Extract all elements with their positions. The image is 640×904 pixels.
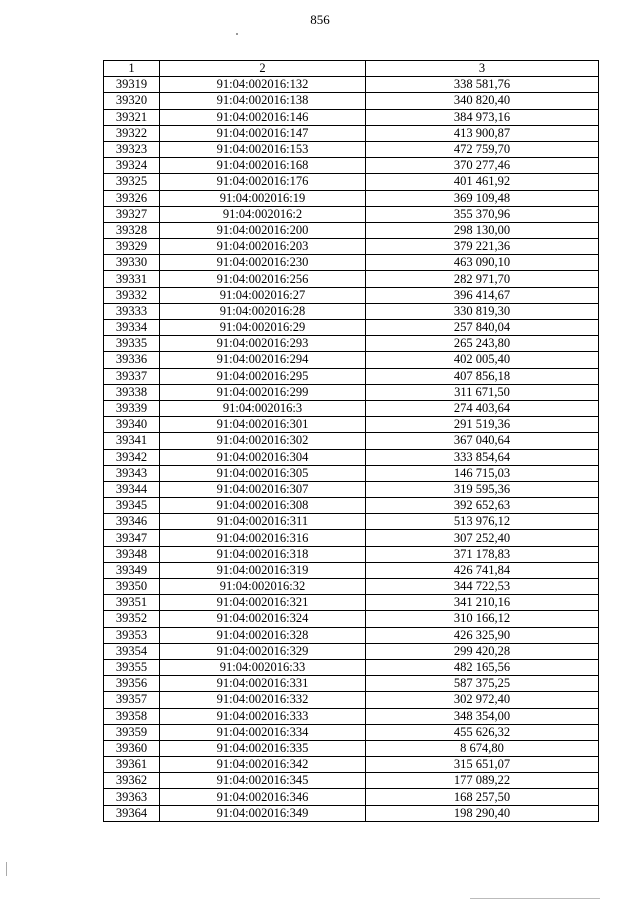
- table-row: [104, 336, 599, 352]
- cadastral-number-cell: 91:04:002016:333: [160, 708, 366, 724]
- header-cell-col-2: 2: [160, 61, 366, 77]
- value-cell: 282 971,70: [366, 271, 599, 287]
- row-number-cell: 39355: [104, 659, 160, 675]
- row-number-cell: 39337: [104, 368, 160, 384]
- table-row: [104, 417, 599, 433]
- row-number-cell: 39331: [104, 271, 160, 287]
- row-number-cell: 39359: [104, 724, 160, 740]
- cadastral-number-cell: 91:04:002016:293: [160, 336, 366, 352]
- value-cell: 177 089,22: [366, 773, 599, 789]
- value-cell: 298 130,00: [366, 222, 599, 238]
- table-row: [104, 546, 599, 562]
- row-number-cell: 39357: [104, 692, 160, 708]
- value-cell: 379 221,36: [366, 239, 599, 255]
- cadastral-number-cell: 91:04:002016:328: [160, 627, 366, 643]
- row-number-cell: 39344: [104, 481, 160, 497]
- cadastral-number-cell: 91:04:002016:311: [160, 514, 366, 530]
- table-row: [104, 627, 599, 643]
- value-cell: 402 005,40: [366, 352, 599, 368]
- row-number-cell: 39354: [104, 643, 160, 659]
- row-number-cell: 39352: [104, 611, 160, 627]
- value-cell: 371 178,83: [366, 546, 599, 562]
- value-cell: 330 819,30: [366, 303, 599, 319]
- row-number-cell: 39347: [104, 530, 160, 546]
- cadastral-number-cell: 91:04:002016:132: [160, 77, 366, 93]
- row-number-cell: 39363: [104, 789, 160, 805]
- cadastral-number-cell: 91:04:002016:346: [160, 789, 366, 805]
- cadastral-number-cell: 91:04:002016:299: [160, 384, 366, 400]
- table-row: [104, 320, 599, 336]
- page-number: 856: [310, 12, 330, 27]
- row-number-cell: 39319: [104, 77, 160, 93]
- cadastral-number-cell: 91:04:002016:308: [160, 498, 366, 514]
- header-cell-col-3: 3: [366, 61, 599, 77]
- value-cell: 333 854,64: [366, 449, 599, 465]
- table-row: [104, 789, 599, 805]
- table-row: [104, 676, 599, 692]
- registry-table: [103, 60, 599, 822]
- value-cell: 407 856,18: [366, 368, 599, 384]
- table-row: [104, 659, 599, 675]
- cadastral-number-cell: 91:04:002016:33: [160, 659, 366, 675]
- cadastral-number-cell: 91:04:002016:176: [160, 174, 366, 190]
- table-row: [104, 158, 599, 174]
- table-row: [104, 239, 599, 255]
- cadastral-number-cell: 91:04:002016:153: [160, 141, 366, 157]
- table-row: [104, 77, 599, 93]
- value-cell: 257 840,04: [366, 320, 599, 336]
- scan-margin-mark: [6, 862, 7, 876]
- table-row: [104, 692, 599, 708]
- scan-speck: [236, 33, 238, 35]
- header-row: [104, 61, 599, 77]
- row-number-cell: 39330: [104, 255, 160, 271]
- value-cell: 355 370,96: [366, 206, 599, 222]
- row-number-cell: 39329: [104, 239, 160, 255]
- cadastral-number-cell: 91:04:002016:3: [160, 400, 366, 416]
- table-row: [104, 562, 599, 578]
- table-body: [104, 77, 599, 822]
- value-cell: 472 759,70: [366, 141, 599, 157]
- row-number-cell: 39345: [104, 498, 160, 514]
- table-row: [104, 465, 599, 481]
- table-row: [104, 400, 599, 416]
- row-number-cell: 39326: [104, 190, 160, 206]
- row-number-cell: 39332: [104, 287, 160, 303]
- value-cell: 392 652,63: [366, 498, 599, 514]
- value-cell: 367 040,64: [366, 433, 599, 449]
- table-row: [104, 368, 599, 384]
- row-number-cell: 39320: [104, 93, 160, 109]
- table-row: [104, 481, 599, 497]
- row-number-cell: 39351: [104, 595, 160, 611]
- cadastral-number-cell: 91:04:002016:331: [160, 676, 366, 692]
- row-number-cell: 39364: [104, 805, 160, 821]
- table-row: [104, 287, 599, 303]
- cadastral-number-cell: 91:04:002016:304: [160, 449, 366, 465]
- row-number-cell: 39325: [104, 174, 160, 190]
- value-cell: 463 090,10: [366, 255, 599, 271]
- row-number-cell: 39333: [104, 303, 160, 319]
- cadastral-number-cell: 91:04:002016:345: [160, 773, 366, 789]
- row-number-cell: 39321: [104, 109, 160, 125]
- row-number-cell: 39328: [104, 222, 160, 238]
- value-cell: 370 277,46: [366, 158, 599, 174]
- value-cell: 369 109,48: [366, 190, 599, 206]
- row-number-cell: 39360: [104, 740, 160, 756]
- value-cell: 341 210,16: [366, 595, 599, 611]
- table-row: [104, 805, 599, 821]
- table-row: [104, 595, 599, 611]
- cadastral-number-cell: 91:04:002016:230: [160, 255, 366, 271]
- cadastral-number-cell: 91:04:002016:335: [160, 740, 366, 756]
- cadastral-number-cell: 91:04:002016:295: [160, 368, 366, 384]
- cadastral-number-cell: 91:04:002016:324: [160, 611, 366, 627]
- cadastral-number-cell: 91:04:002016:302: [160, 433, 366, 449]
- cadastral-number-cell: 91:04:002016:28: [160, 303, 366, 319]
- value-cell: 319 595,36: [366, 481, 599, 497]
- cadastral-number-cell: 91:04:002016:321: [160, 595, 366, 611]
- table-row: [104, 174, 599, 190]
- cadastral-number-cell: 91:04:002016:32: [160, 579, 366, 595]
- row-number-cell: 39361: [104, 757, 160, 773]
- row-number-cell: 39327: [104, 206, 160, 222]
- value-cell: 338 581,76: [366, 77, 599, 93]
- table-row: [104, 449, 599, 465]
- cadastral-number-cell: 91:04:002016:318: [160, 546, 366, 562]
- cadastral-number-cell: 91:04:002016:256: [160, 271, 366, 287]
- header-cell-col-1: 1: [104, 61, 160, 77]
- row-number-cell: 39339: [104, 400, 160, 416]
- cadastral-number-cell: 91:04:002016:316: [160, 530, 366, 546]
- value-cell: 146 715,03: [366, 465, 599, 481]
- value-cell: 291 519,36: [366, 417, 599, 433]
- row-number-cell: 39353: [104, 627, 160, 643]
- cadastral-number-cell: 91:04:002016:27: [160, 287, 366, 303]
- value-cell: 302 972,40: [366, 692, 599, 708]
- cadastral-number-cell: 91:04:002016:319: [160, 562, 366, 578]
- table-row: [104, 708, 599, 724]
- value-cell: 315 651,07: [366, 757, 599, 773]
- value-cell: 513 976,12: [366, 514, 599, 530]
- cadastral-number-cell: 91:04:002016:147: [160, 125, 366, 141]
- table-row: [104, 255, 599, 271]
- row-number-cell: 39336: [104, 352, 160, 368]
- table-row: [104, 530, 599, 546]
- cadastral-number-cell: 91:04:002016:329: [160, 643, 366, 659]
- row-number-cell: 39341: [104, 433, 160, 449]
- value-cell: 482 165,56: [366, 659, 599, 675]
- table-row: [104, 206, 599, 222]
- value-cell: 455 626,32: [366, 724, 599, 740]
- value-cell: 340 820,40: [366, 93, 599, 109]
- row-number-cell: 39323: [104, 141, 160, 157]
- value-cell: 274 403,64: [366, 400, 599, 416]
- value-cell: 413 900,87: [366, 125, 599, 141]
- cadastral-number-cell: 91:04:002016:349: [160, 805, 366, 821]
- value-cell: 426 325,90: [366, 627, 599, 643]
- table-row: [104, 611, 599, 627]
- table-row: [104, 190, 599, 206]
- table-row: [104, 757, 599, 773]
- table-row: [104, 724, 599, 740]
- cadastral-number-cell: 91:04:002016:334: [160, 724, 366, 740]
- value-cell: 168 257,50: [366, 789, 599, 805]
- value-cell: 344 722,53: [366, 579, 599, 595]
- cadastral-number-cell: 91:04:002016:2: [160, 206, 366, 222]
- row-number-cell: 39342: [104, 449, 160, 465]
- table-row: [104, 303, 599, 319]
- cadastral-number-cell: 91:04:002016:301: [160, 417, 366, 433]
- row-number-cell: 39343: [104, 465, 160, 481]
- cadastral-number-cell: 91:04:002016:168: [160, 158, 366, 174]
- row-number-cell: 39335: [104, 336, 160, 352]
- row-number-cell: 39340: [104, 417, 160, 433]
- value-cell: 426 741,84: [366, 562, 599, 578]
- value-cell: 396 414,67: [366, 287, 599, 303]
- footer-rule: [470, 898, 600, 899]
- table-row: [104, 514, 599, 530]
- table-row: [104, 352, 599, 368]
- row-number-cell: 39349: [104, 562, 160, 578]
- cadastral-number-cell: 91:04:002016:307: [160, 481, 366, 497]
- value-cell: 310 166,12: [366, 611, 599, 627]
- row-number-cell: 39350: [104, 579, 160, 595]
- cadastral-number-cell: 91:04:002016:138: [160, 93, 366, 109]
- table-row: [104, 93, 599, 109]
- row-number-cell: 39334: [104, 320, 160, 336]
- row-number-cell: 39356: [104, 676, 160, 692]
- table-row: [104, 271, 599, 287]
- cadastral-number-cell: 91:04:002016:332: [160, 692, 366, 708]
- row-number-cell: 39338: [104, 384, 160, 400]
- cadastral-number-cell: 91:04:002016:342: [160, 757, 366, 773]
- table-row: [104, 109, 599, 125]
- table-row: [104, 222, 599, 238]
- value-cell: 198 290,40: [366, 805, 599, 821]
- table-row: [104, 643, 599, 659]
- table-row: [104, 773, 599, 789]
- value-cell: 587 375,25: [366, 676, 599, 692]
- table-row: [104, 384, 599, 400]
- cadastral-number-cell: 91:04:002016:29: [160, 320, 366, 336]
- cadastral-number-cell: 91:04:002016:294: [160, 352, 366, 368]
- row-number-cell: 39346: [104, 514, 160, 530]
- value-cell: 384 973,16: [366, 109, 599, 125]
- cadastral-number-cell: 91:04:002016:200: [160, 222, 366, 238]
- row-number-cell: 39348: [104, 546, 160, 562]
- row-number-cell: 39322: [104, 125, 160, 141]
- row-number-cell: 39362: [104, 773, 160, 789]
- value-cell: 348 354,00: [366, 708, 599, 724]
- cadastral-number-cell: 91:04:002016:146: [160, 109, 366, 125]
- cadastral-number-cell: 91:04:002016:203: [160, 239, 366, 255]
- cadastral-number-cell: 91:04:002016:19: [160, 190, 366, 206]
- value-cell: 299 420,28: [366, 643, 599, 659]
- table-row: [104, 125, 599, 141]
- value-cell: 8 674,80: [366, 740, 599, 756]
- value-cell: 265 243,80: [366, 336, 599, 352]
- table-row: [104, 579, 599, 595]
- row-number-cell: 39324: [104, 158, 160, 174]
- table-row: [104, 433, 599, 449]
- value-cell: 311 671,50: [366, 384, 599, 400]
- table-row: [104, 498, 599, 514]
- value-cell: 307 252,40: [366, 530, 599, 546]
- value-cell: 401 461,92: [366, 174, 599, 190]
- cadastral-number-cell: 91:04:002016:305: [160, 465, 366, 481]
- table-row: [104, 740, 599, 756]
- table-row: [104, 141, 599, 157]
- row-number-cell: 39358: [104, 708, 160, 724]
